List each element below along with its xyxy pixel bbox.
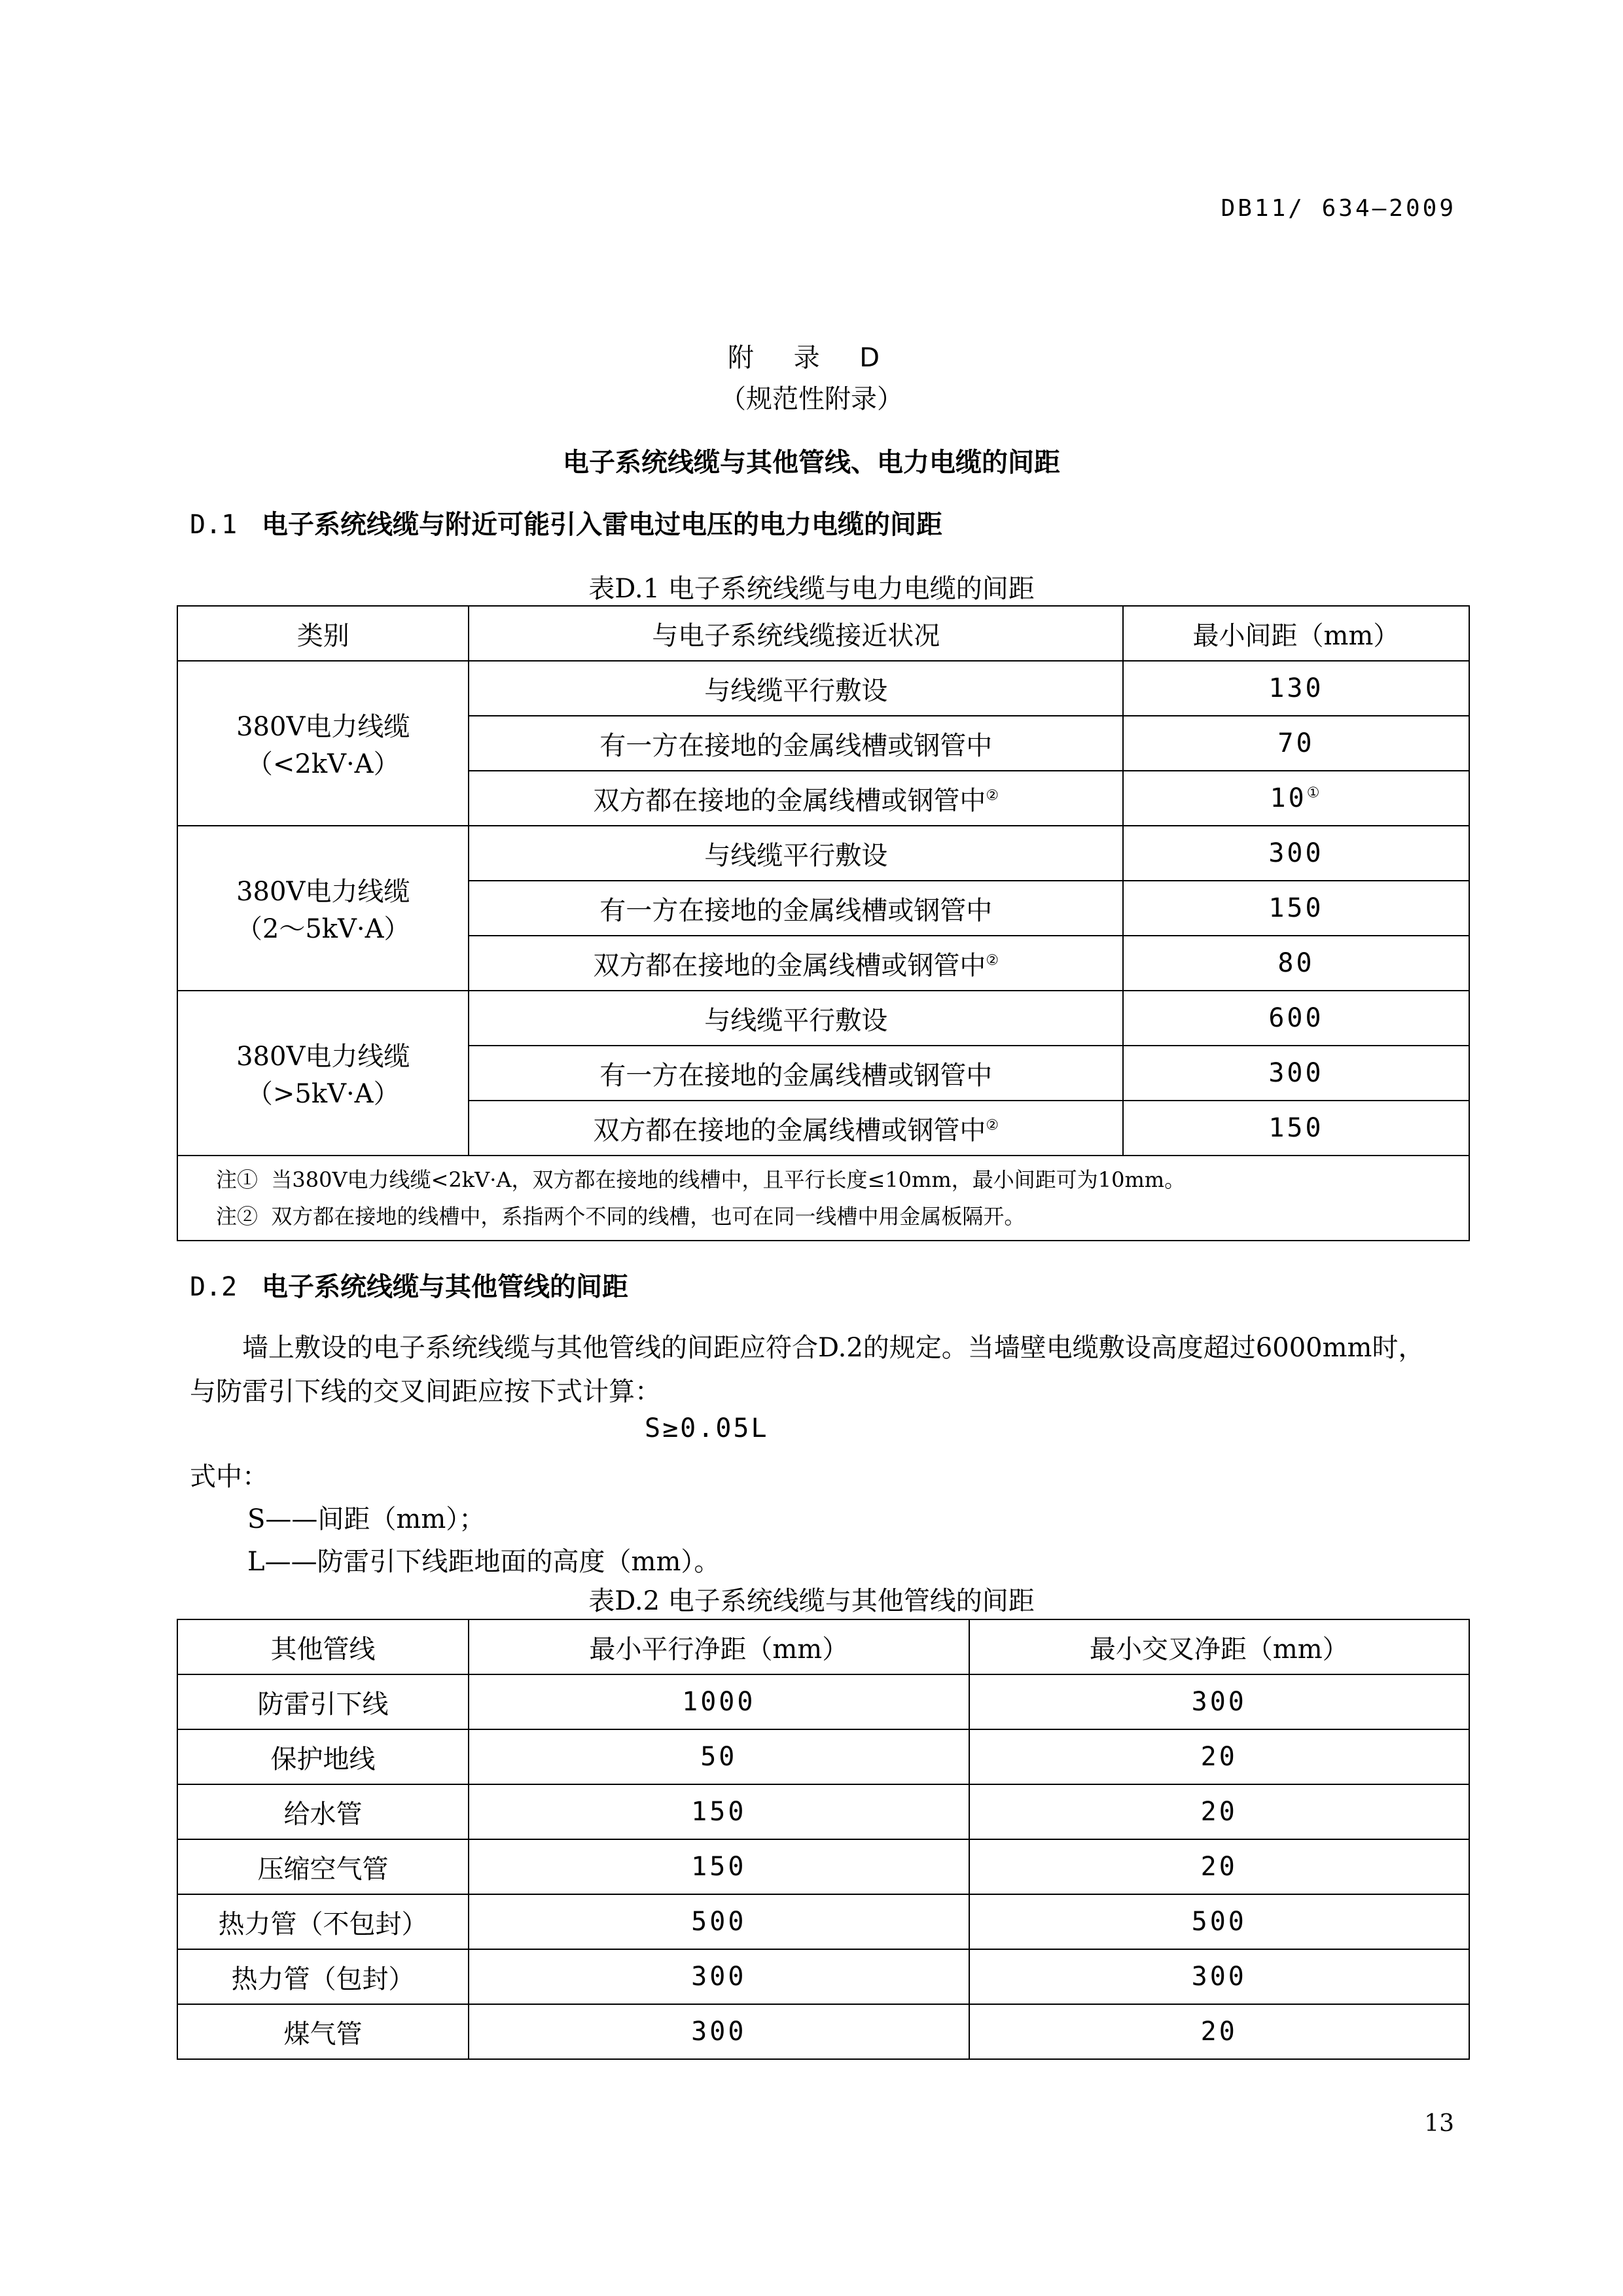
page-number: 13 bbox=[1424, 2110, 1454, 2137]
category-line: （2～5kV·A） bbox=[236, 914, 410, 944]
cross-distance-cell: 20 bbox=[969, 1729, 1469, 1784]
header-cell: 最小间距（mm） bbox=[1123, 606, 1469, 661]
table-row bbox=[177, 1839, 1469, 1894]
pipeline-cell: 压缩空气管 bbox=[177, 1839, 469, 1894]
section-title: 电子系统线缆与其他管线的间距 bbox=[262, 1272, 628, 1302]
parallel-distance-cell: 300 bbox=[469, 1949, 969, 2004]
cross-distance-cell: 20 bbox=[969, 1839, 1469, 1894]
condition-cell: 与线缆平行敷设 bbox=[469, 661, 1123, 716]
category-cell bbox=[177, 661, 469, 826]
formula: S≥0.05L bbox=[645, 1413, 769, 1443]
where-label: 式中： bbox=[190, 1462, 268, 1492]
definition-l: L——防雷引下线距地面的高度（mm）。 bbox=[247, 1547, 721, 1577]
condition-cell: 双方都在接地的金属线槽或钢管中② bbox=[469, 1101, 1123, 1156]
condition-cell: 双方都在接地的金属线槽或钢管中② bbox=[469, 936, 1123, 991]
category-line: 380V电力线缆 bbox=[236, 712, 410, 742]
category-line: 380V电力线缆 bbox=[236, 1042, 410, 1072]
condition-cell: 有一方在接地的金属线槽或钢管中 bbox=[469, 881, 1123, 936]
appendix-subtitle: （规范性附录） bbox=[720, 384, 903, 414]
table-row bbox=[177, 1949, 1469, 2004]
parallel-distance-cell: 300 bbox=[469, 2004, 969, 2059]
header-cell: 类别 bbox=[177, 606, 469, 661]
table-row bbox=[177, 2004, 1469, 2059]
section-number: D.2 bbox=[190, 1272, 238, 1302]
section-d2-heading bbox=[190, 1266, 628, 1303]
header-cell: 最小平行净距（mm） bbox=[469, 1619, 969, 1674]
parallel-distance-cell: 50 bbox=[469, 1729, 969, 1784]
category-line: （>5kV·A） bbox=[246, 1079, 400, 1109]
table-notes-row bbox=[177, 1156, 1469, 1241]
appendix-main-title: 电子系统线缆与其他管线、电力电缆的间距 bbox=[563, 448, 1060, 478]
cross-distance-cell: 300 bbox=[969, 1674, 1469, 1729]
condition-cell: 有一方在接地的金属线槽或钢管中 bbox=[469, 716, 1123, 771]
table-header-row bbox=[177, 606, 1469, 661]
section-title: 电子系统线缆与附近可能引入雷电过电压的电力电缆的间距 bbox=[262, 510, 942, 540]
header-cell: 其他管线 bbox=[177, 1619, 469, 1674]
table-row bbox=[177, 661, 1469, 716]
parallel-distance-cell: 1000 bbox=[469, 1674, 969, 1729]
value-cell: 130 bbox=[1123, 661, 1469, 716]
section-d1-heading bbox=[190, 504, 942, 541]
cross-distance-cell: 500 bbox=[969, 1894, 1469, 1949]
value-cell: 150 bbox=[1123, 1101, 1469, 1156]
value-cell: 300 bbox=[1123, 826, 1469, 881]
document-id: DB11/ 634—2009 bbox=[1221, 195, 1456, 222]
table-d2-caption: 表D.2 电子系统线缆与其他管线的间距 bbox=[588, 1586, 1035, 1616]
condition-cell: 与线缆平行敷设 bbox=[469, 826, 1123, 881]
value-cell: 10① bbox=[1123, 771, 1469, 826]
pipeline-cell: 热力管（包封） bbox=[177, 1949, 469, 2004]
table-header-row bbox=[177, 1619, 1469, 1674]
pipeline-cell: 给水管 bbox=[177, 1784, 469, 1839]
pipeline-cell: 保护地线 bbox=[177, 1729, 469, 1784]
parallel-distance-cell: 150 bbox=[469, 1784, 969, 1839]
pipeline-cell: 煤气管 bbox=[177, 2004, 469, 2059]
appendix-title: 附 录 D bbox=[727, 343, 896, 373]
table-d1 bbox=[177, 605, 1470, 1241]
table-row bbox=[177, 1674, 1469, 1729]
category-cell bbox=[177, 991, 469, 1156]
table-row bbox=[177, 1784, 1469, 1839]
table-row bbox=[177, 1894, 1469, 1949]
table-d2 bbox=[177, 1619, 1470, 2060]
value-cell: 600 bbox=[1123, 991, 1469, 1046]
body-paragraph-line: 墙上敷设的电子系统线缆与其他管线的间距应符合D.2的规定。当墙壁电缆敷设高度超过6000mm时， bbox=[242, 1333, 1425, 1363]
condition-cell: 有一方在接地的金属线槽或钢管中 bbox=[469, 1046, 1123, 1101]
condition-cell: 与线缆平行敷设 bbox=[469, 991, 1123, 1046]
category-line: 380V电力线缆 bbox=[236, 877, 410, 907]
pipeline-cell: 热力管（不包封） bbox=[177, 1894, 469, 1949]
category-cell bbox=[177, 826, 469, 991]
note-line: 注① 当380V电力线缆<2kV·A，双方都在接地的线槽中，且平行长度≤10mm，最小间距可为10mm。 bbox=[216, 1167, 1186, 1192]
body-paragraph-line: 与防雷引下线的交叉间距应按下式计算： bbox=[190, 1377, 661, 1407]
header-cell: 最小交叉净距（mm） bbox=[969, 1619, 1469, 1674]
parallel-distance-cell: 500 bbox=[469, 1894, 969, 1949]
header-cell: 与电子系统线缆接近状况 bbox=[469, 606, 1123, 661]
parallel-distance-cell: 150 bbox=[469, 1839, 969, 1894]
value-cell: 300 bbox=[1123, 1046, 1469, 1101]
value-cell: 150 bbox=[1123, 881, 1469, 936]
value-cell: 80 bbox=[1123, 936, 1469, 991]
note-line: 注② 双方都在接地的线槽中，系指两个不同的线槽，也可在同一线槽中用金属板隔开。 bbox=[216, 1204, 1026, 1229]
table-row bbox=[177, 1729, 1469, 1784]
category-line: （<2kV·A） bbox=[246, 749, 400, 779]
definition-s: S——间距（mm）； bbox=[247, 1504, 486, 1534]
notes-cell bbox=[177, 1156, 1469, 1241]
table-row bbox=[177, 826, 1469, 881]
table-d1-caption: 表D.1 电子系统线缆与电力电缆的间距 bbox=[588, 574, 1035, 604]
condition-cell: 双方都在接地的金属线槽或钢管中② bbox=[469, 771, 1123, 826]
cross-distance-cell: 20 bbox=[969, 1784, 1469, 1839]
cross-distance-cell: 300 bbox=[969, 1949, 1469, 2004]
cross-distance-cell: 20 bbox=[969, 2004, 1469, 2059]
section-number: D.1 bbox=[190, 510, 238, 540]
pipeline-cell: 防雷引下线 bbox=[177, 1674, 469, 1729]
table-row bbox=[177, 991, 1469, 1046]
value-cell: 70 bbox=[1123, 716, 1469, 771]
